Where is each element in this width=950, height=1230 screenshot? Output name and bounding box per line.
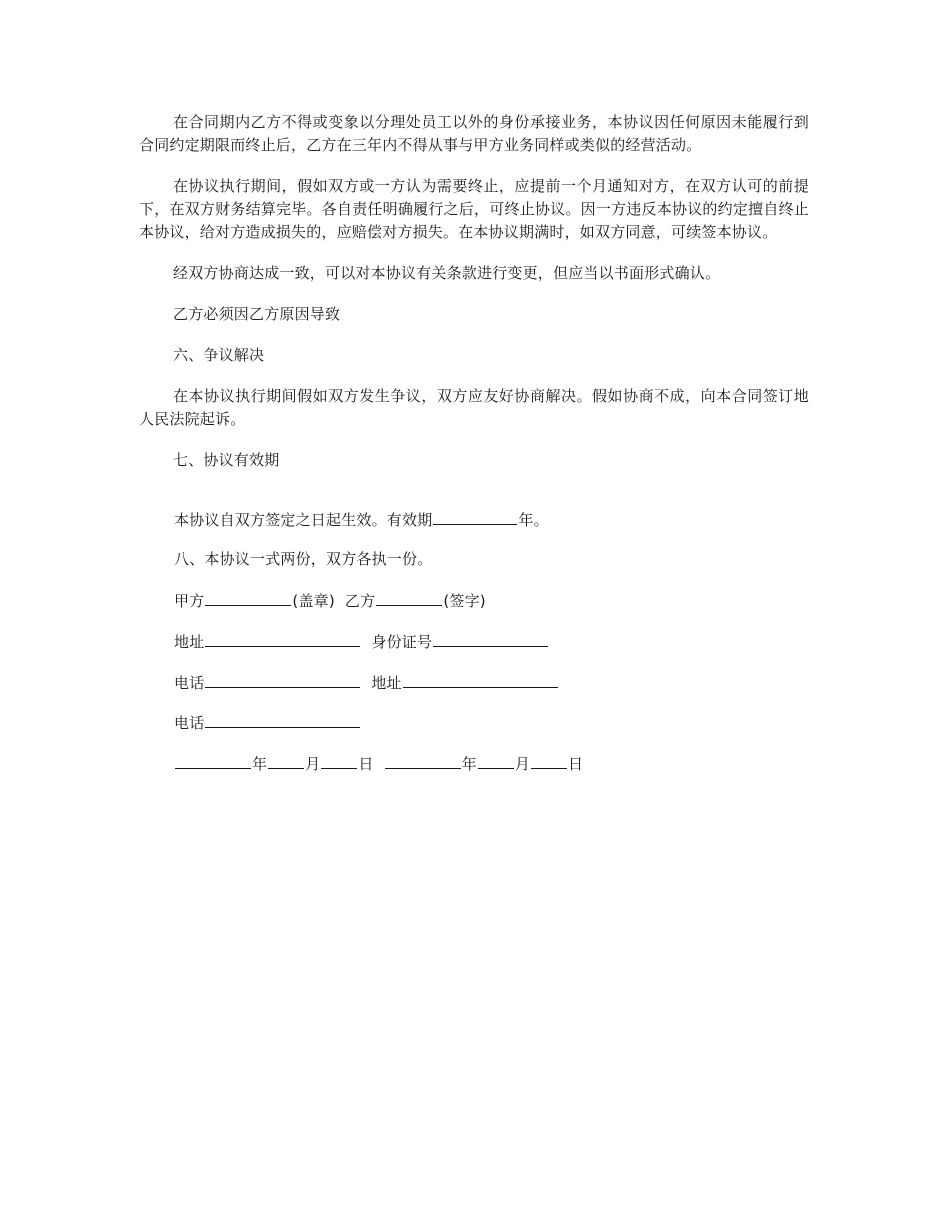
- address-a-blank: [205, 630, 360, 647]
- phone-a-blank: [205, 671, 360, 688]
- address-id-line: [174, 630, 549, 654]
- date-b-year-blank: [385, 752, 461, 769]
- sign-label: (签字): [443, 592, 486, 610]
- date-b-day-blank: [531, 752, 567, 769]
- section-heading-dispute: 六、争议解决: [173, 346, 265, 364]
- paragraph-dispute: 在本协议执行期间假如双方发生争议，双方应友好协商解决。假如协商不成，向本合同签订地人民法院起诉。: [139, 387, 809, 428]
- paragraph-party-b-liability: 乙方必须因乙方原因导致: [173, 305, 341, 323]
- phone-label: 电话: [174, 674, 205, 692]
- seal-label: (盖章): [292, 592, 335, 610]
- date-a-year-label: 年: [252, 755, 268, 773]
- address-label: 地址: [174, 633, 205, 651]
- date-b-month-blank: [478, 752, 514, 769]
- party-a-label: 甲方: [174, 592, 205, 610]
- date-a-day-blank: [321, 752, 357, 769]
- phone-b-blank: [205, 711, 360, 728]
- paragraph-amendment: 经双方协商达成一致，可以对本协议有关条款进行变更，但应当以书面形式确认。: [173, 264, 721, 282]
- id-number-label: 身份证号: [371, 633, 433, 651]
- paragraph-non-compete: 在合同期内乙方不得或变象以分理处员工以外的身份承接业务，本协议因任何原因未能履行到合同约定期限而终止后，乙方在三年内不得从事与甲方业务同样或类似的经营活动。: [139, 113, 809, 154]
- address-b-label: 地址: [371, 674, 402, 692]
- date-b-month-label: 月: [514, 755, 531, 773]
- date-b-year-label: 年: [461, 755, 477, 773]
- validity-prefix: 本协议自双方签定之日起生效。有效期: [174, 511, 433, 529]
- signature-parties-line: [174, 589, 486, 613]
- date-line: [174, 752, 583, 776]
- copies-line: 八、本协议一式两份，双方各执一份。: [174, 550, 433, 568]
- document-body: [139, 111, 809, 472]
- address-b-blank: [403, 671, 558, 688]
- date-a-day-label: 日: [358, 755, 374, 773]
- paragraph-termination: 在协议执行期间，假如双方或一方认为需要终止，应提前一个月通知对方，在双方认可的前提下，在双方财务结算完毕。各自责任明确履行之后，可终止协议。因一方违反本协议的约定擅自终止本协议，给对方造成损失的，应赔偿对方损失。在本协议期满时，如双方同意，可续签本协议。: [139, 177, 809, 241]
- party-a-blank: [205, 589, 291, 606]
- date-a-year-blank: [175, 752, 251, 769]
- phone-address-line: [174, 671, 559, 695]
- party-b-blank: [376, 589, 442, 606]
- date-a-month-blank: [268, 752, 304, 769]
- party-b-label: 乙方: [344, 592, 376, 610]
- phone-b-label: 电话: [174, 714, 205, 732]
- validity-years-blank: [433, 508, 517, 525]
- phone-b-line: [174, 711, 361, 735]
- id-number-blank: [433, 630, 548, 647]
- date-b-day-label: 日: [568, 755, 584, 773]
- section-heading-validity: 七、协议有效期: [173, 451, 280, 469]
- validity-line: [174, 508, 549, 532]
- date-a-month-label: 月: [305, 755, 321, 773]
- validity-suffix: 年。: [518, 511, 549, 529]
